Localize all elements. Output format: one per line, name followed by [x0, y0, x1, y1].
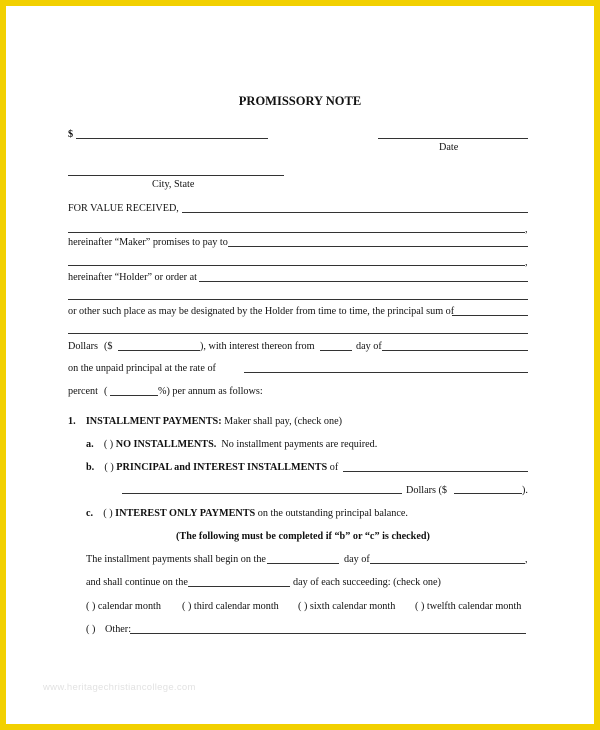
interest-day-field[interactable]: [320, 350, 352, 351]
date-label: Date: [439, 142, 459, 153]
option-b-close: ).: [522, 485, 528, 496]
comma: ,: [525, 224, 528, 235]
date-field[interactable]: [378, 138, 528, 139]
amount-field[interactable]: [76, 138, 268, 139]
place-text: or other such place as may be designated by the Holder from time to time, the principal sum of: [68, 306, 455, 317]
option-c: [86, 508, 408, 520]
frequency-twelfth-month[interactable]: ( ) twelfth calendar month: [415, 601, 522, 612]
frequency-calendar-month[interactable]: ( ) calendar month: [86, 601, 161, 612]
option-a-heading: NO INSTALLMENTS.: [115, 439, 217, 450]
comma: ,: [525, 257, 528, 268]
percent-field[interactable]: [110, 395, 158, 396]
percent-label: percent: [68, 386, 98, 397]
principal-sum-field[interactable]: [452, 315, 528, 316]
begin-month-field[interactable]: [370, 563, 525, 564]
installment-words-field[interactable]: [122, 493, 402, 494]
dollars-label: Dollars: [68, 341, 98, 352]
begin-day-of: day of: [344, 554, 370, 565]
document-page: [6, 6, 594, 724]
unpaid-text: on the unpaid principal at the rate of: [68, 363, 216, 374]
for-value-field[interactable]: [182, 212, 528, 213]
frequency-third-month[interactable]: ( ) third calendar month: [182, 601, 279, 612]
maker-text: hereinafter “Maker” promises to pay to: [68, 237, 228, 248]
for-value-field-2[interactable]: [68, 232, 525, 233]
interest-month-field[interactable]: [382, 350, 528, 351]
for-value-received-label: FOR VALUE RECEIVED,: [68, 203, 179, 214]
city-state-field[interactable]: [68, 175, 284, 176]
interest-text: ), with interest thereon from: [200, 341, 315, 352]
section-1-heading: [68, 416, 342, 428]
day-of-label: day of: [356, 341, 382, 352]
continue-day-field[interactable]: [188, 586, 290, 587]
principal-sum-field-2[interactable]: [68, 333, 528, 334]
option-b-letter: b.: [86, 462, 95, 473]
dollars-amount-field[interactable]: [118, 350, 200, 351]
begin-day-field[interactable]: [267, 563, 339, 564]
rate-field[interactable]: [244, 372, 528, 373]
succeeding-text: day of each succeeding: (check one): [293, 577, 441, 588]
section-number: 1.: [68, 416, 76, 427]
option-a-checkbox[interactable]: ( ): [103, 439, 114, 450]
option-b-rest: of: [329, 462, 339, 473]
document-title: PROMISSORY NOTE: [238, 94, 362, 108]
option-c-letter: c.: [86, 508, 94, 519]
percent-paren-open: (: [104, 386, 108, 397]
holder-text: hereinafter “Holder” or order at: [68, 272, 197, 283]
option-b-checkbox[interactable]: ( ): [104, 462, 114, 473]
option-c-rest: on the outstanding principal balance.: [257, 508, 408, 519]
frequency-sixth-month[interactable]: ( ) sixth calendar month: [298, 601, 396, 612]
installment-number-field[interactable]: [454, 493, 522, 494]
option-b-dollars: Dollars ($: [406, 485, 448, 496]
dollar-sign: $: [68, 129, 74, 140]
option-b: [86, 462, 338, 474]
dollars-paren-open: ($: [104, 341, 113, 352]
payee-field[interactable]: [228, 246, 528, 247]
continue-text: and shall continue on the: [86, 577, 188, 588]
other-label: Other:: [105, 624, 132, 635]
section-title: INSTALLMENT PAYMENTS:: [85, 416, 222, 427]
section-rest: Maker shall pay, (check one): [224, 416, 342, 427]
address-field[interactable]: [199, 281, 528, 282]
other-field[interactable]: [130, 633, 526, 634]
percent-rest: %) per annum as follows:: [158, 386, 263, 397]
comma: ,: [525, 554, 528, 565]
completion-note: (The following must be completed if “b” or “c” is checked): [176, 531, 430, 542]
option-c-heading: INTEREST ONLY PAYMENTS: [115, 508, 256, 519]
option-a-letter: a.: [86, 439, 94, 450]
option-c-checkbox[interactable]: ( ): [103, 508, 113, 519]
payee-field-2[interactable]: [68, 265, 525, 266]
option-a-rest: No installment payments are required.: [221, 439, 378, 450]
other-checkbox[interactable]: ( ): [86, 624, 96, 635]
address-field-2[interactable]: [68, 299, 528, 300]
installment-amount-field[interactable]: [343, 471, 528, 472]
option-a: [86, 439, 377, 451]
begin-text: The installment payments shall begin on the: [86, 554, 266, 565]
city-state-label: City, State: [152, 179, 195, 190]
watermark: www.heritagechristiancollege.com: [43, 682, 196, 693]
option-b-heading: PRINCIPAL and INTEREST INSTALLMENTS: [116, 462, 328, 473]
